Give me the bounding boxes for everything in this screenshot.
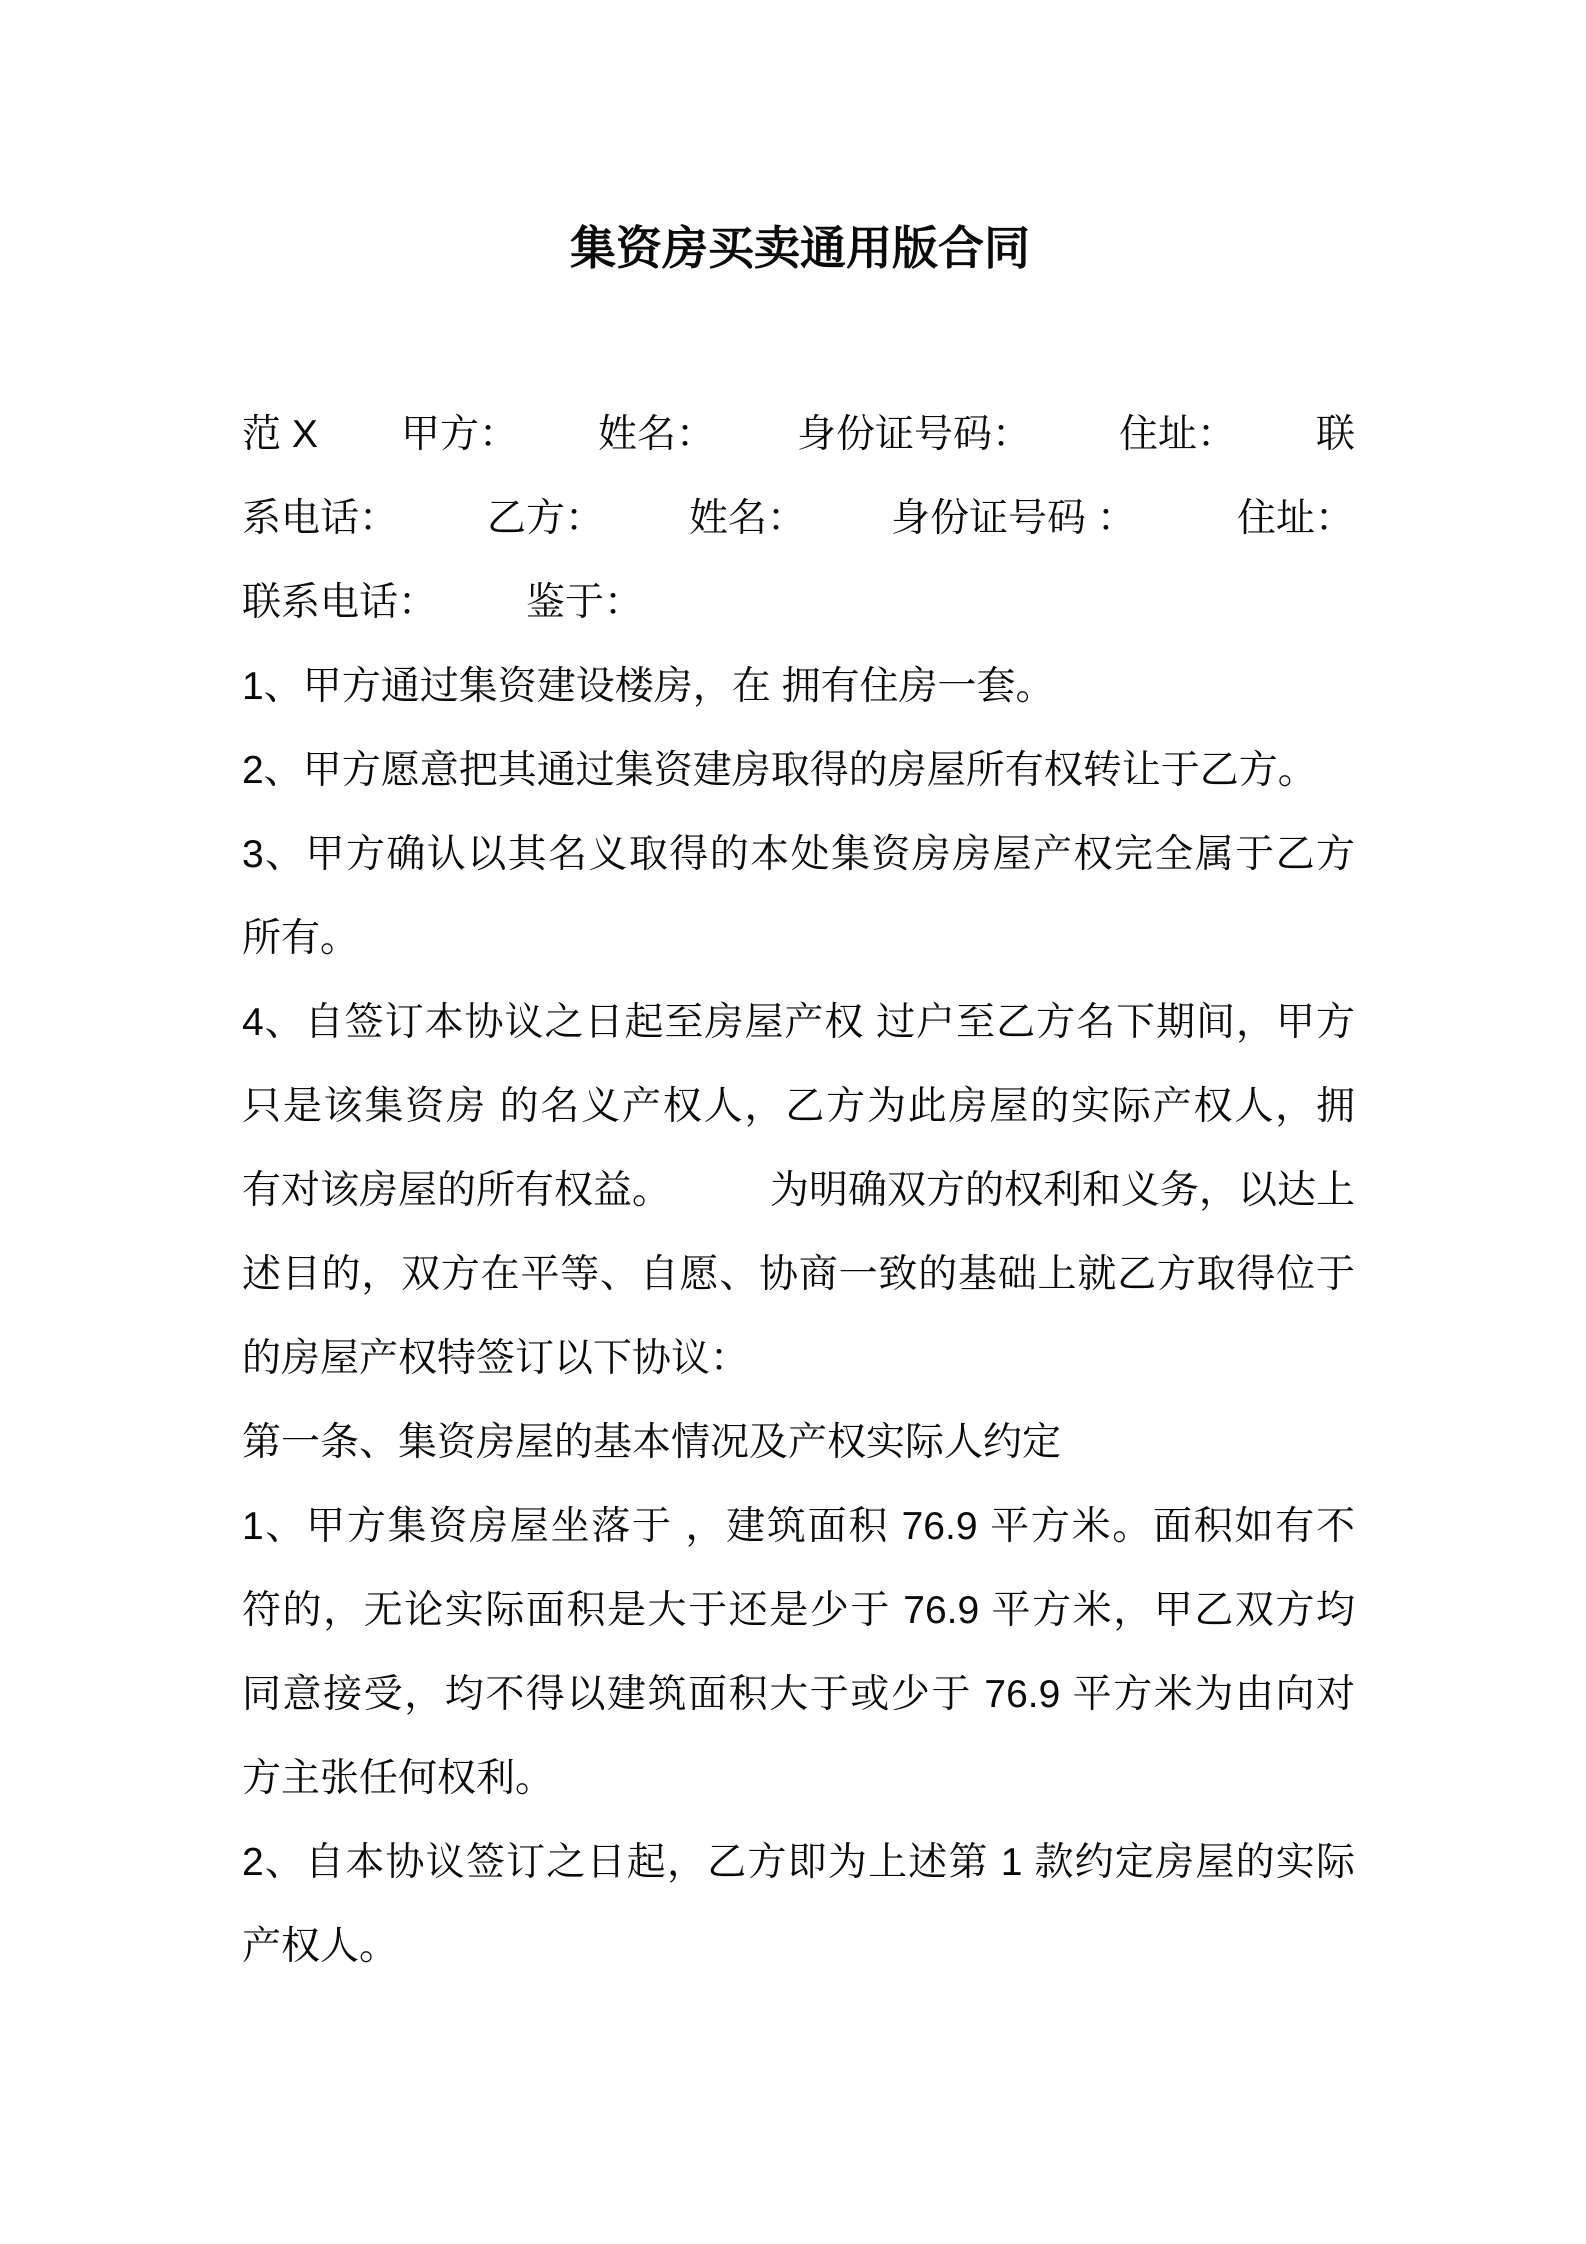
recital-4-line: 只是该集资房 的名义产权人，乙方为此房屋的实际产权人，拥 — [242, 1085, 1355, 1128]
recital-4-line-end: 有对该房屋的所有权益。 — [242, 1169, 672, 1212]
parties-line-3 — [242, 561, 1355, 645]
purpose-line: 述目的，双方在平等、自愿、协商一致的基础上就乙方取得位于 — [242, 1253, 1355, 1296]
recital-3-line: 3、甲方确认以其名义取得的本处集资房房屋产权完全属于乙方 — [242, 833, 1355, 876]
recital-4-purpose-line — [242, 1149, 1355, 1233]
article-1-clause-2-line: 2、自本协议签订之日起，乙方即为上述第 1 款约定房屋的实际 — [242, 1841, 1355, 1884]
whereas-label: 鉴于： — [526, 581, 644, 624]
article-1-clause-1-line: 1、甲方集资房屋坐落于 ，建筑面积 76.9 平方米。面积如有不 — [242, 1505, 1355, 1548]
party-b-label: 乙方： — [487, 497, 605, 540]
document-title: 集资房买卖通用版合同 — [570, 222, 1030, 274]
parties-line-2 — [242, 477, 1355, 561]
party-b-address-label: 住址： — [1237, 497, 1355, 540]
party-a-phone-label-end: 系电话： — [242, 497, 399, 540]
party-b-phone-label: 联系电话： — [242, 581, 438, 624]
recital-4-line: 4、自签订本协议之日起至房屋产权 过户至乙方名下期间，甲方 — [242, 1001, 1355, 1044]
article-1-clause-2-line: 产权人。 — [242, 1925, 399, 1968]
article-1-clause-1-line: 同意接受，均不得以建筑面积大于或少于 76.9 平方米为由向对 — [242, 1673, 1355, 1716]
reference-label: 范 X — [242, 413, 318, 456]
party-a-id-label: 身份证号码： — [797, 413, 1032, 456]
party-b-id-label: 身份证号码 ： — [891, 497, 1136, 540]
party-a-label: 甲方： — [401, 413, 519, 456]
recital-3-line: 所有。 — [242, 917, 360, 960]
purpose-line: 为明确双方的权利和义务，以达上 — [769, 1169, 1355, 1212]
recital-2-line: 2、甲方愿意把其通过集资建房取得的房屋所有权转让于乙方。 — [242, 749, 1317, 792]
article-1-clause-1-line: 符的，无论实际面积是大于还是少于 76.9 平方米，甲乙双方均 — [242, 1589, 1355, 1632]
party-a-address-label: 住址： — [1119, 413, 1237, 456]
party-a-phone-label-start: 联 — [1315, 413, 1355, 456]
article-1-clause-1-line: 方主张任何权利。 — [242, 1757, 555, 1800]
purpose-line: 的房屋产权特签订以下协议： — [242, 1337, 750, 1380]
document-body — [242, 393, 1355, 1989]
parties-line-1 — [242, 393, 1355, 477]
article-1-heading: 第一条、集资房屋的基本情况及产权实际人约定 — [242, 1421, 1062, 1464]
party-b-name-label: 姓名： — [689, 497, 807, 540]
party-a-name-label: 姓名： — [598, 413, 716, 456]
recital-1-line: 1、甲方通过集资建设楼房，在 拥有住房一套。 — [242, 665, 1055, 708]
